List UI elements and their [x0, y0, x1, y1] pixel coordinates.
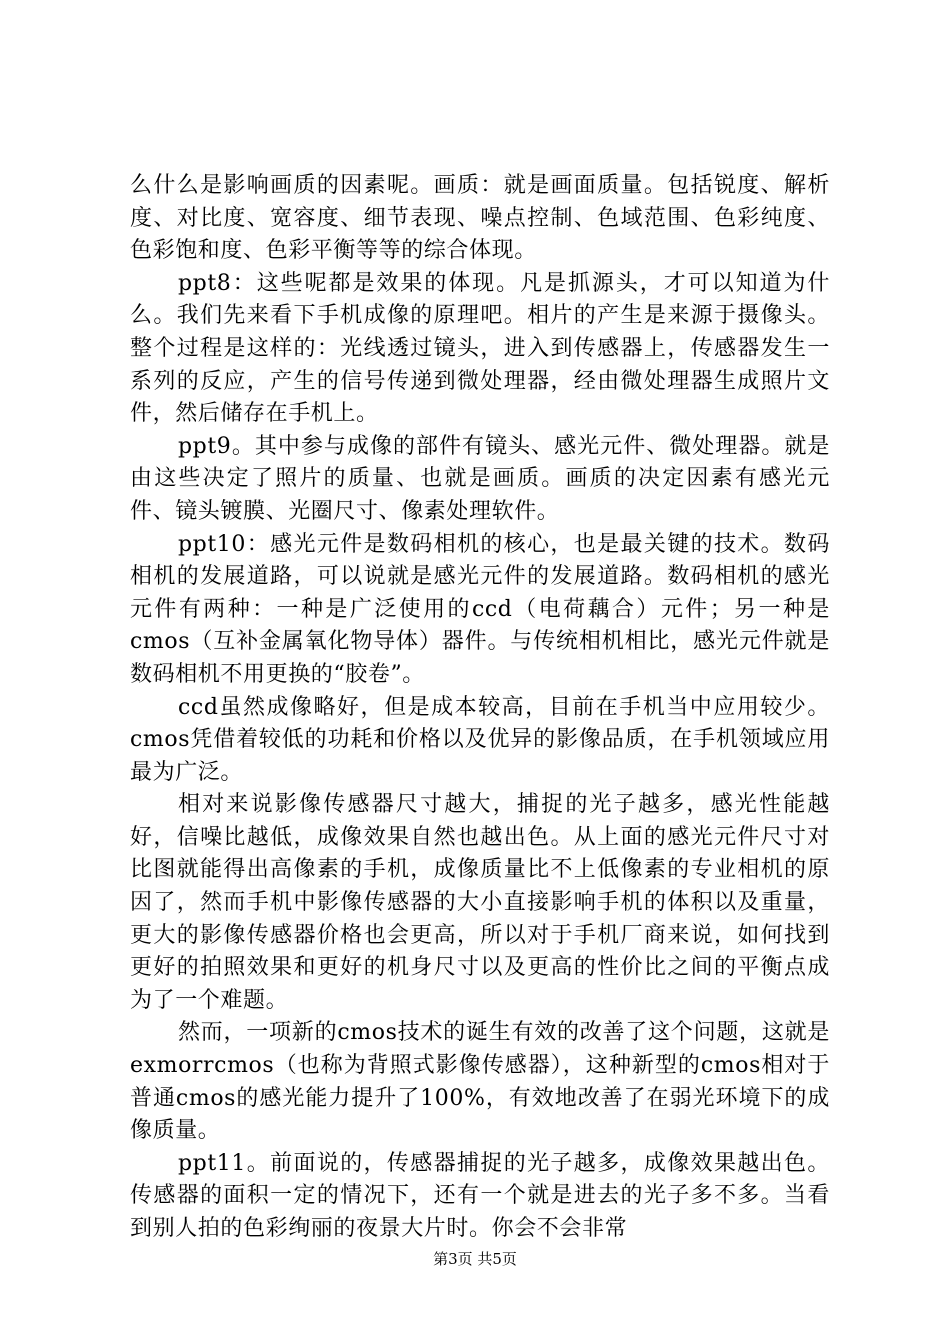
paragraph-2: ppt8：这些呢都是效果的体现。凡是抓源头，才可以知道为什么。我们先来看下手机成像的原理吧。相片的产生是来源于摄像头。整个过程是这样的：光线透过镜头，进入到传感器上，传感器发生一系列的反应，产生的信号传递到微处理器，经由微处理器生成照片文件，然后储存在手机上。 — [130, 270, 830, 427]
paragraph-8: ppt11。前面说的，传感器捕捉的光子越多，成像效果越出色。传感器的面积一定的情况下，还有一个就是进去的光子多不多。当看到别人拍的色彩绚丽的夜景大片时。你会不会非常 — [130, 1150, 830, 1241]
paragraph-1: 么什么是影响画质的因素呢。画质：就是画面质量。包括锐度、解析度、对比度、宽容度、细节表现、噪点控制、色域范围、色彩纯度、色彩饱和度、色彩平衡等等的综合体现。 — [130, 173, 830, 264]
paragraph-4: ppt10：感光元件是数码相机的核心，也是最关键的技术。数码相机的发展道路，可以说就是感光元件的发展道路。数码相机的感光元件有两种：一种是广泛使用的ccd（电荷藕合）元件；另一种是cmos（互补金属氧化物导体）器件。与传统相机相比，感光元件就是数码相机不用更换的“胶卷”。 — [130, 531, 830, 687]
paragraph-5: ccd虽然成像略好，但是成本较高，目前在手机当中应用较少。cmos凭借着较低的功耗和价格以及优异的影像品质，在手机领域应用最为广泛。 — [130, 694, 830, 785]
page-footer: 第3页 共5页 — [433, 1250, 517, 1268]
paragraph-6: 相对来说影像传感器尺寸越大，捕捉的光子越多，感光性能越好，信噪比越低，成像效果自然也越出色。从上面的感光元件尺寸对比图就能得出高像素的手机，成像质量比不上低像素的专业相机的原因了，然而手机中影像传感器的大小直接影响手机的体积以及重量，更大的影像传感器价格也会更高，所以对于手机厂商来说，如何找到更好的拍照效果和更好的机身尺寸以及更高的性价比之间的平衡点成为了一个难题。 — [130, 792, 830, 1013]
document-body — [130, 170, 830, 1246]
paragraph-3: ppt9。其中参与成像的部件有镜头、感光元件、微处理器。就是由这些决定了照片的质量、也就是画质。画质的决定因素有感光元件、镜头镀膜、光圈尺寸、像素处理软件。 — [130, 433, 830, 524]
paragraph-7: 然而，一项新的cmos技术的诞生有效的改善了这个问题，这就是exmorrcmos（也称为背照式影像传感器），这种新型的cmos相对于普通cmos的感光能力提升了100%，有效地改善了在弱光环境下的成像质量。 — [130, 1020, 830, 1144]
